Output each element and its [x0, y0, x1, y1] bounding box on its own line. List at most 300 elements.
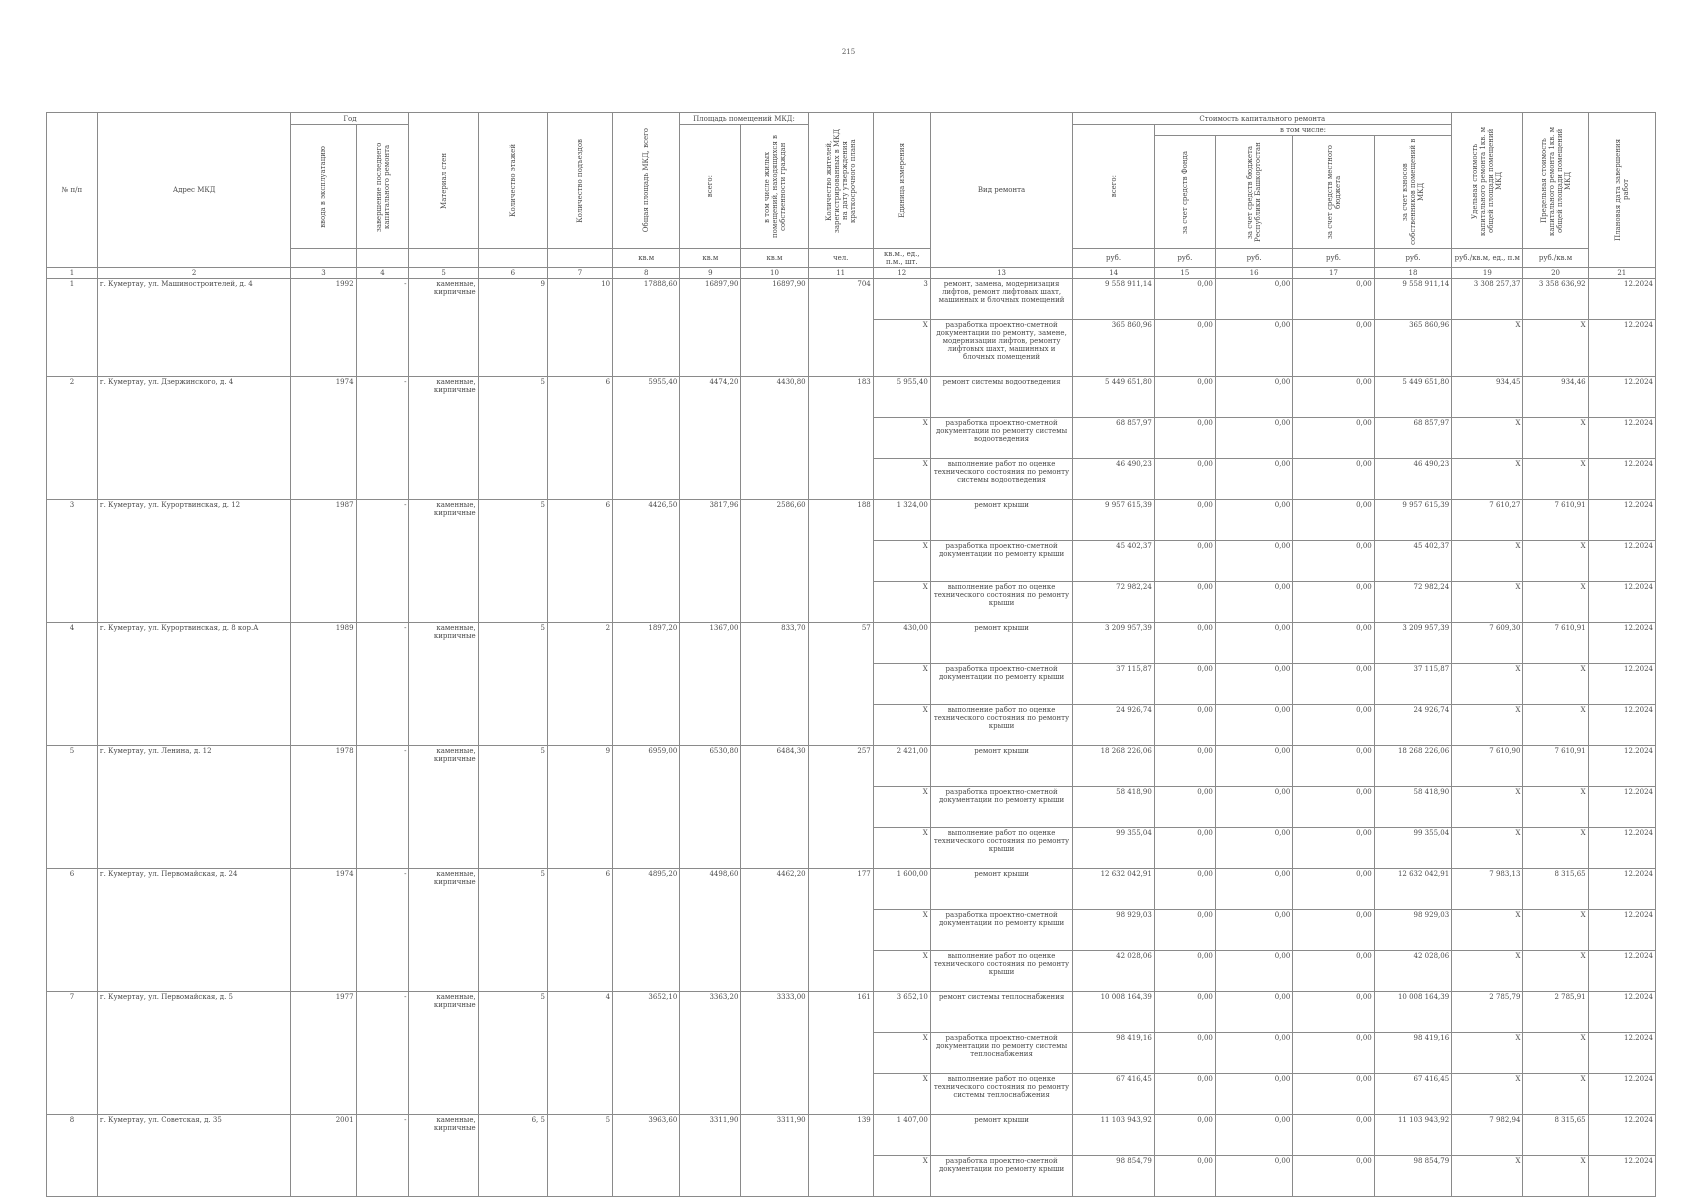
cost-owners: 18 268 226,06 — [1374, 746, 1451, 787]
work-unit: 3 652,10 — [873, 992, 930, 1033]
deadline-date: 12.2024 — [1588, 377, 1655, 418]
table-row — [47, 377, 1656, 418]
year-commission: 1992 — [291, 279, 356, 377]
work-unit: 430,00 — [873, 623, 930, 664]
deadline-date: 12.2024 — [1588, 787, 1655, 828]
work-unit: X — [873, 951, 930, 992]
header-residents: Количество жителей, зарегистрированных в МКД на дату утверждения краткосрочного плана — [808, 113, 873, 249]
cost-fund: 0,00 — [1154, 279, 1215, 320]
work-unit: 1 324,00 — [873, 500, 930, 541]
column-number: 2 — [97, 268, 290, 279]
max-cost: 8 315,65 — [1523, 869, 1588, 910]
header-cost-republic: за счет средств бюджета Республики Башкортостан — [1215, 136, 1292, 249]
table-row — [47, 746, 1656, 787]
work-unit: 3 — [873, 279, 930, 320]
unit-unit-cost: руб./кв.м, ед., п.м — [1452, 249, 1523, 268]
cost-owners: 12 632 042,91 — [1374, 869, 1451, 910]
house-number: 1 — [47, 279, 98, 377]
total-area: 4426,50 — [613, 500, 680, 623]
max-cost: X — [1523, 1156, 1588, 1197]
cost-fund: 0,00 — [1154, 582, 1215, 623]
work-unit: X — [873, 1033, 930, 1074]
year-commission: 1987 — [291, 500, 356, 623]
house-number: 8 — [47, 1115, 98, 1197]
wall-material: каменные, кирпичные — [409, 1115, 478, 1197]
work-type: выполнение работ по оценке технического состояния по ремонту крыши — [930, 951, 1073, 992]
header-work-type: Вид ремонта — [930, 113, 1073, 268]
year-last-repair: - — [356, 500, 409, 623]
deadline-date: 12.2024 — [1588, 1156, 1655, 1197]
cost-local: 0,00 — [1293, 1115, 1374, 1156]
cost-total: 37 115,87 — [1073, 664, 1154, 705]
house-address: г. Кумертау, ул. Курортвинская, д. 12 — [97, 500, 290, 623]
header-cost-fund: за счет средств Фонда — [1154, 136, 1215, 249]
wall-material: каменные, кирпичные — [409, 500, 478, 623]
year-last-repair: - — [356, 623, 409, 746]
unit-measure: кв.м., ед., п.м., шт. — [873, 249, 930, 268]
cost-total: 24 926,74 — [1073, 705, 1154, 746]
cost-republic: 0,00 — [1215, 746, 1292, 787]
area-all: 16897,90 — [680, 279, 741, 377]
entrances-count: 9 — [547, 746, 612, 869]
cost-total: 99 355,04 — [1073, 828, 1154, 869]
cost-republic: 0,00 — [1215, 951, 1292, 992]
deadline-date: 12.2024 — [1588, 320, 1655, 377]
deadline-date: 12.2024 — [1588, 664, 1655, 705]
cost-total: 46 490,23 — [1073, 459, 1154, 500]
unit-area-residential: кв.м — [741, 249, 808, 268]
deadline-date: 12.2024 — [1588, 746, 1655, 787]
cost-owners: 11 103 943,92 — [1374, 1115, 1451, 1156]
cost-local: 0,00 — [1293, 623, 1374, 664]
work-type: ремонт крыши — [930, 500, 1073, 541]
cost-owners: 67 416,45 — [1374, 1074, 1451, 1115]
wall-material: каменные, кирпичные — [409, 377, 478, 500]
work-type: выполнение работ по оценке технического состояния по ремонту крыши — [930, 705, 1073, 746]
cost-local: 0,00 — [1293, 500, 1374, 541]
cost-total: 3 209 957,39 — [1073, 623, 1154, 664]
floors-count: 5 — [478, 992, 547, 1115]
table-row — [47, 623, 1656, 664]
work-type: ремонт, замена, модернизация лифтов, ремонт лифтовых шахт, машинных и блочных помещений — [930, 279, 1073, 320]
deadline-date: 12.2024 — [1588, 992, 1655, 1033]
header-address: Адрес МКД — [97, 113, 290, 268]
unit-cost: X — [1452, 582, 1523, 623]
year-last-repair: - — [356, 869, 409, 992]
column-number: 9 — [680, 268, 741, 279]
area-all: 1367,00 — [680, 623, 741, 746]
cost-fund: 0,00 — [1154, 377, 1215, 418]
entrances-count: 4 — [547, 992, 612, 1115]
cost-republic: 0,00 — [1215, 910, 1292, 951]
cost-republic: 0,00 — [1215, 279, 1292, 320]
unit-cost: X — [1452, 1033, 1523, 1074]
unit-cost: X — [1452, 705, 1523, 746]
cost-fund: 0,00 — [1154, 623, 1215, 664]
cost-local: 0,00 — [1293, 1033, 1374, 1074]
cost-total: 18 268 226,06 — [1073, 746, 1154, 787]
cost-owners: 3 209 957,39 — [1374, 623, 1451, 664]
work-type: разработка проектно-сметной документации по ремонту, замене, модернизации лифтов, ремонту лифтовых шахт, машинных и блочных помещений — [930, 320, 1073, 377]
cost-owners: 365 860,96 — [1374, 320, 1451, 377]
cost-owners: 42 028,06 — [1374, 951, 1451, 992]
column-number: 11 — [808, 268, 873, 279]
cost-total: 68 857,97 — [1073, 418, 1154, 459]
table-row — [47, 500, 1656, 541]
cost-local: 0,00 — [1293, 320, 1374, 377]
table-row — [47, 1115, 1656, 1156]
unit-cost: 7 982,94 — [1452, 1115, 1523, 1156]
unit-cost: 7 609,30 — [1452, 623, 1523, 664]
cost-local: 0,00 — [1293, 459, 1374, 500]
cost-local: 0,00 — [1293, 418, 1374, 459]
unit-cost: X — [1452, 828, 1523, 869]
cost-republic: 0,00 — [1215, 869, 1292, 910]
cost-local: 0,00 — [1293, 664, 1374, 705]
area-residential: 4430,80 — [741, 377, 808, 500]
cost-total: 98 854,79 — [1073, 1156, 1154, 1197]
column-number: 10 — [741, 268, 808, 279]
year-commission: 1974 — [291, 869, 356, 992]
area-residential: 3311,90 — [741, 1115, 808, 1197]
floors-count: 5 — [478, 869, 547, 992]
cost-owners: 37 115,87 — [1374, 664, 1451, 705]
work-type: выполнение работ по оценке технического состояния по ремонту системы водоотведения — [930, 459, 1073, 500]
page-number: 215 — [841, 48, 856, 56]
total-area: 4895,20 — [613, 869, 680, 992]
max-cost: X — [1523, 582, 1588, 623]
max-cost: X — [1523, 459, 1588, 500]
cost-republic: 0,00 — [1215, 828, 1292, 869]
area-residential: 4462,20 — [741, 869, 808, 992]
cost-republic: 0,00 — [1215, 992, 1292, 1033]
deadline-date: 12.2024 — [1588, 1074, 1655, 1115]
residents-count: 161 — [808, 992, 873, 1115]
year-last-repair: - — [356, 377, 409, 500]
cost-republic: 0,00 — [1215, 1033, 1292, 1074]
cost-fund: 0,00 — [1154, 910, 1215, 951]
residents-count: 704 — [808, 279, 873, 377]
work-unit: X — [873, 320, 930, 377]
total-area: 3963,60 — [613, 1115, 680, 1197]
max-cost: X — [1523, 705, 1588, 746]
column-number: 17 — [1293, 268, 1374, 279]
work-type: ремонт системы теплоснабжения — [930, 992, 1073, 1033]
deadline-date: 12.2024 — [1588, 1033, 1655, 1074]
cost-owners: 10 008 164,39 — [1374, 992, 1451, 1033]
column-number: 16 — [1215, 268, 1292, 279]
header-area-all: всего: — [680, 125, 741, 249]
house-number: 2 — [47, 377, 98, 500]
cost-local: 0,00 — [1293, 992, 1374, 1033]
cost-total: 67 416,45 — [1073, 1074, 1154, 1115]
cost-local: 0,00 — [1293, 951, 1374, 992]
cost-republic: 0,00 — [1215, 1074, 1292, 1115]
deadline-date: 12.2024 — [1588, 1115, 1655, 1156]
cost-owners: 24 926,74 — [1374, 705, 1451, 746]
cost-total: 5 449 651,80 — [1073, 377, 1154, 418]
cost-republic: 0,00 — [1215, 623, 1292, 664]
floors-count: 5 — [478, 746, 547, 869]
cost-fund: 0,00 — [1154, 705, 1215, 746]
header-floors: Количество этажей — [478, 113, 547, 249]
repair-plan-table-wrapper — [46, 112, 1656, 1197]
cost-total: 72 982,24 — [1073, 582, 1154, 623]
house-address: г. Кумертау, ул. Курортвинская, д. 8 кор.А — [97, 623, 290, 746]
entrances-count: 6 — [547, 869, 612, 992]
work-unit: X — [873, 828, 930, 869]
residents-count: 57 — [808, 623, 873, 746]
max-cost: 7 610,91 — [1523, 746, 1588, 787]
unit-residents: чел. — [808, 249, 873, 268]
cost-local: 0,00 — [1293, 869, 1374, 910]
cost-republic: 0,00 — [1215, 1115, 1292, 1156]
header-unit: Единица измерения — [873, 113, 930, 249]
work-unit: X — [873, 418, 930, 459]
area-residential: 2586,60 — [741, 500, 808, 623]
cost-owners: 58 418,90 — [1374, 787, 1451, 828]
max-cost: X — [1523, 1033, 1588, 1074]
max-cost: X — [1523, 828, 1588, 869]
unit-cost: X — [1452, 1156, 1523, 1197]
unit-rub-fund: руб. — [1154, 249, 1215, 268]
floors-count: 6, 5 — [478, 1115, 547, 1197]
cost-republic: 0,00 — [1215, 664, 1292, 705]
table-body — [47, 279, 1656, 1197]
work-type: разработка проектно-сметной документации по ремонту крыши — [930, 664, 1073, 705]
residents-count: 188 — [808, 500, 873, 623]
unit-rub-local: руб. — [1293, 249, 1374, 268]
table-row — [47, 869, 1656, 910]
deadline-date: 12.2024 — [1588, 623, 1655, 664]
cost-local: 0,00 — [1293, 1074, 1374, 1115]
cost-fund: 0,00 — [1154, 787, 1215, 828]
cost-local: 0,00 — [1293, 787, 1374, 828]
deadline-date: 12.2024 — [1588, 459, 1655, 500]
cost-republic: 0,00 — [1215, 377, 1292, 418]
cost-fund: 0,00 — [1154, 1156, 1215, 1197]
floors-count: 5 — [478, 500, 547, 623]
unit-max-cost: руб./кв.м — [1523, 249, 1588, 268]
house-address: г. Кумертау, ул. Первомайская, д. 24 — [97, 869, 290, 992]
house-number: 6 — [47, 869, 98, 992]
cost-owners: 72 982,24 — [1374, 582, 1451, 623]
cost-fund: 0,00 — [1154, 320, 1215, 377]
max-cost: X — [1523, 951, 1588, 992]
header-cost-local: за счет средств местного бюджета — [1293, 136, 1374, 249]
work-type: ремонт крыши — [930, 869, 1073, 910]
deadline-date: 12.2024 — [1588, 828, 1655, 869]
floors-count: 5 — [478, 623, 547, 746]
column-number: 7 — [547, 268, 612, 279]
total-area: 5955,40 — [613, 377, 680, 500]
table-row — [47, 279, 1656, 320]
work-type: разработка проектно-сметной документации по ремонту системы теплоснабжения — [930, 1033, 1073, 1074]
unit-cost: 7 983,13 — [1452, 869, 1523, 910]
cost-local: 0,00 — [1293, 279, 1374, 320]
column-number: 4 — [356, 268, 409, 279]
cost-owners: 9 558 911,14 — [1374, 279, 1451, 320]
column-number: 21 — [1588, 268, 1655, 279]
house-address: г. Кумертау, ул. Советская, д. 35 — [97, 1115, 290, 1197]
area-all: 4498,60 — [680, 869, 741, 992]
cost-local: 0,00 — [1293, 910, 1374, 951]
residents-count: 177 — [808, 869, 873, 992]
cost-fund: 0,00 — [1154, 1074, 1215, 1115]
work-type: разработка проектно-сметной документации по ремонту крыши — [930, 1156, 1073, 1197]
work-unit: 2 421,00 — [873, 746, 930, 787]
cost-fund: 0,00 — [1154, 1115, 1215, 1156]
wall-material: каменные, кирпичные — [409, 869, 478, 992]
cost-total: 98 419,16 — [1073, 1033, 1154, 1074]
house-number: 3 — [47, 500, 98, 623]
work-type: ремонт крыши — [930, 623, 1073, 664]
column-number: 6 — [478, 268, 547, 279]
cost-fund: 0,00 — [1154, 869, 1215, 910]
area-all: 3311,90 — [680, 1115, 741, 1197]
cost-owners: 5 449 651,80 — [1374, 377, 1451, 418]
header-year-group: Год — [291, 113, 409, 125]
entrances-count: 6 — [547, 377, 612, 500]
area-all: 3817,96 — [680, 500, 741, 623]
wall-material: каменные, кирпичные — [409, 279, 478, 377]
header-year-commission: ввода в эксплуатацию — [291, 125, 356, 249]
wall-material: каменные, кирпичные — [409, 623, 478, 746]
work-type: выполнение работ по оценке технического состояния по ремонту системы теплоснабжения — [930, 1074, 1073, 1115]
area-residential: 6484,30 — [741, 746, 808, 869]
work-type: разработка проектно-сметной документации по ремонту крыши — [930, 787, 1073, 828]
work-type: выполнение работ по оценке технического состояния по ремонту крыши — [930, 828, 1073, 869]
work-unit: X — [873, 1156, 930, 1197]
unit-cost: 934,45 — [1452, 377, 1523, 418]
max-cost: 8 315,65 — [1523, 1115, 1588, 1156]
cost-total: 12 632 042,91 — [1073, 869, 1154, 910]
work-type: разработка проектно-сметной документации по ремонту крыши — [930, 541, 1073, 582]
header-max-cost: Предельная стоимость капитального ремонта 1кв. м общей площади помещений МКД — [1523, 113, 1588, 249]
unit-cost: X — [1452, 951, 1523, 992]
header-deadline: Плановая дата завершения работ — [1588, 113, 1655, 268]
column-number: 19 — [1452, 268, 1523, 279]
cost-fund: 0,00 — [1154, 664, 1215, 705]
work-unit: 1 600,00 — [873, 869, 930, 910]
cost-republic: 0,00 — [1215, 459, 1292, 500]
column-number: 12 — [873, 268, 930, 279]
year-last-repair: - — [356, 992, 409, 1115]
header-cost-owners: за счет взносов собственников помещений в МКД — [1374, 136, 1451, 249]
max-cost: 934,46 — [1523, 377, 1588, 418]
max-cost: X — [1523, 418, 1588, 459]
cost-fund: 0,00 — [1154, 459, 1215, 500]
cost-republic: 0,00 — [1215, 787, 1292, 828]
unit-total-area: кв.м — [613, 249, 680, 268]
cost-fund: 0,00 — [1154, 418, 1215, 459]
column-numbers-row — [47, 268, 1656, 279]
cost-owners: 68 857,97 — [1374, 418, 1451, 459]
area-residential: 16897,90 — [741, 279, 808, 377]
header-entrances: Количество подъездов — [547, 113, 612, 249]
header-cost-group: Стоимость капитального ремонта — [1073, 113, 1452, 125]
total-area: 6959,00 — [613, 746, 680, 869]
floors-count: 9 — [478, 279, 547, 377]
cost-fund: 0,00 — [1154, 992, 1215, 1033]
unit-rub-total: руб. — [1073, 249, 1154, 268]
work-type: ремонт крыши — [930, 1115, 1073, 1156]
work-unit: X — [873, 910, 930, 951]
cost-local: 0,00 — [1293, 377, 1374, 418]
cost-fund: 0,00 — [1154, 746, 1215, 787]
work-unit: X — [873, 582, 930, 623]
max-cost: 3 358 636,92 — [1523, 279, 1588, 320]
area-residential: 833,70 — [741, 623, 808, 746]
entrances-count: 5 — [547, 1115, 612, 1197]
house-number: 4 — [47, 623, 98, 746]
cost-local: 0,00 — [1293, 1156, 1374, 1197]
cost-local: 0,00 — [1293, 582, 1374, 623]
entrances-count: 6 — [547, 500, 612, 623]
header-no: № п/п — [47, 113, 98, 268]
residents-count: 183 — [808, 377, 873, 500]
cost-republic: 0,00 — [1215, 582, 1292, 623]
unit-cost: X — [1452, 787, 1523, 828]
cost-owners: 98 854,79 — [1374, 1156, 1451, 1197]
cost-local: 0,00 — [1293, 828, 1374, 869]
work-type: разработка проектно-сметной документации по ремонту крыши — [930, 910, 1073, 951]
residents-count: 257 — [808, 746, 873, 869]
year-last-repair: - — [356, 1115, 409, 1197]
work-unit: 1 407,00 — [873, 1115, 930, 1156]
column-number: 15 — [1154, 268, 1215, 279]
column-number: 8 — [613, 268, 680, 279]
deadline-date: 12.2024 — [1588, 418, 1655, 459]
deadline-date: 12.2024 — [1588, 541, 1655, 582]
unit-cost: X — [1452, 541, 1523, 582]
work-type: ремонт системы водоотведения — [930, 377, 1073, 418]
max-cost: X — [1523, 320, 1588, 377]
year-commission: 2001 — [291, 1115, 356, 1197]
max-cost: X — [1523, 1074, 1588, 1115]
unit-cost: 7 610,90 — [1452, 746, 1523, 787]
max-cost: X — [1523, 910, 1588, 951]
unit-rub-republic: руб. — [1215, 249, 1292, 268]
header-area-residential: в том числе жилых помещений, находящихся в собственности граждан — [741, 125, 808, 249]
max-cost: 7 610,91 — [1523, 623, 1588, 664]
house-address: г. Кумертау, ул. Машиностроителей, д. 4 — [97, 279, 290, 377]
cost-total: 98 929,03 — [1073, 910, 1154, 951]
area-all: 6530,80 — [680, 746, 741, 869]
cost-owners: 98 419,16 — [1374, 1033, 1451, 1074]
cost-total: 58 418,90 — [1073, 787, 1154, 828]
cost-local: 0,00 — [1293, 541, 1374, 582]
unit-cost: X — [1452, 1074, 1523, 1115]
year-last-repair: - — [356, 746, 409, 869]
unit-cost: X — [1452, 320, 1523, 377]
total-area: 1897,20 — [613, 623, 680, 746]
header-premises-group: Площадь помещений МКД: — [680, 113, 808, 125]
entrances-count: 2 — [547, 623, 612, 746]
repair-plan-table — [46, 112, 1656, 1197]
cost-local: 0,00 — [1293, 705, 1374, 746]
house-address: г. Кумертау, ул. Дзержинского, д. 4 — [97, 377, 290, 500]
unit-rub-owners: руб. — [1374, 249, 1451, 268]
cost-owners: 9 957 615,39 — [1374, 500, 1451, 541]
deadline-date: 12.2024 — [1588, 910, 1655, 951]
house-number: 5 — [47, 746, 98, 869]
work-unit: X — [873, 664, 930, 705]
unit-cost: X — [1452, 664, 1523, 705]
wall-material: каменные, кирпичные — [409, 992, 478, 1115]
cost-total: 45 402,37 — [1073, 541, 1154, 582]
cost-local: 0,00 — [1293, 746, 1374, 787]
